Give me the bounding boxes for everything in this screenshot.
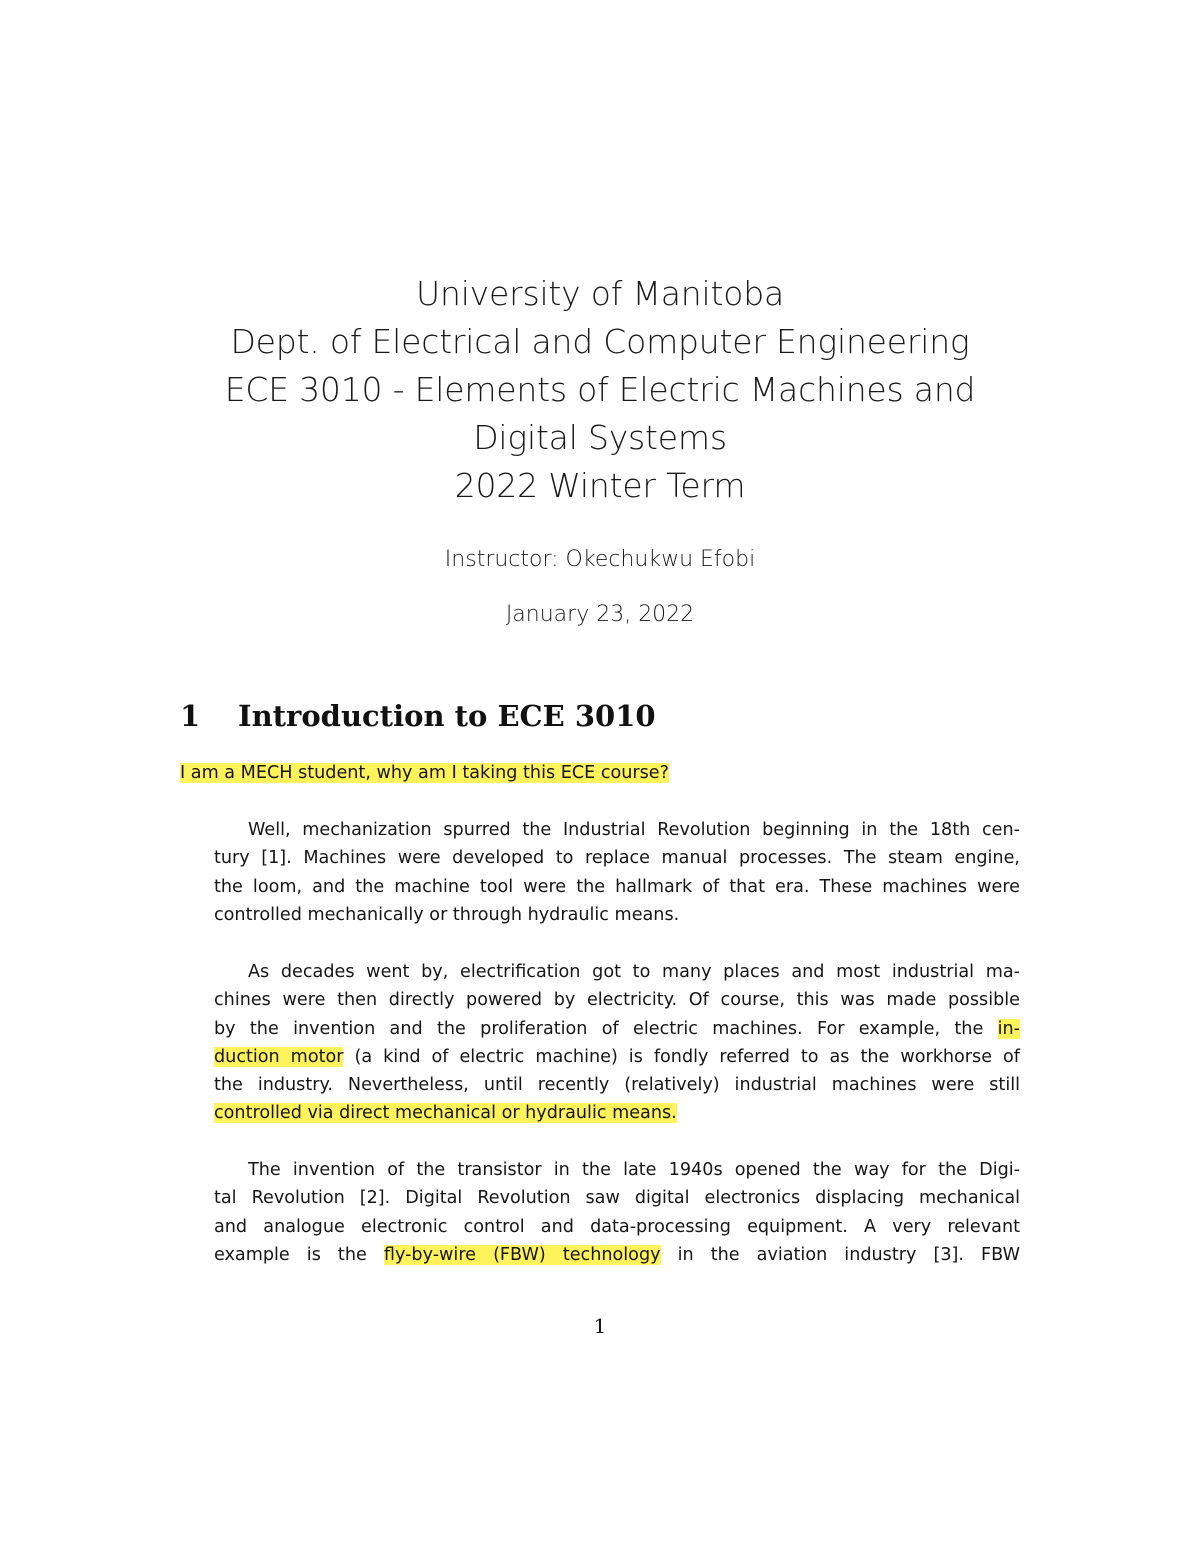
- page-number: 1: [593, 1314, 607, 1338]
- section-number: 1: [180, 699, 201, 733]
- date-line: January 23, 2022: [505, 602, 695, 627]
- title-term: 2022 Winter Term: [454, 466, 746, 505]
- paragraph-2-text: (a kind of electric machine) is fondly referred to as the workhorse of: [343, 1046, 1020, 1067]
- paragraph-3: [180, 1156, 1020, 1269]
- question-line: [180, 759, 1020, 787]
- paragraph-1-line: Well, mechanization spurred the Industrial Revolution beginning in the 18th cen-: [248, 820, 1020, 840]
- title-course-line2: Digital Systems: [473, 418, 727, 457]
- paragraph-2-line: [180, 1043, 1020, 1071]
- paragraph-3-line: [180, 1241, 1020, 1269]
- highlighted-question: I am a MECH student, why am I taking this ECE course?: [180, 763, 669, 783]
- paragraph-2-line: the industry. Nevertheless, until recently (relatively) industrial machines were still: [214, 1075, 1020, 1096]
- paragraph-2: [180, 958, 1020, 1128]
- section-heading: [180, 696, 656, 736]
- paragraph-2-line: chines were then directly powered by electricity. Of course, this was made possible: [214, 990, 1020, 1011]
- paragraph-3-line: and analogue electronic control and data-processing equipment. A very relevant: [214, 1216, 1020, 1237]
- paragraph-1-line: controlled mechanically or through hydraulic means.: [214, 904, 680, 925]
- title-course-line1: ECE 3010 - Elements of Electric Machines and: [224, 370, 976, 409]
- highlight-induction-start: in-: [997, 1018, 1020, 1039]
- title-department: Dept. of Electrical and Computer Engineering: [230, 322, 970, 361]
- paragraph-3-text: in the aviation industry [3]. FBW: [660, 1244, 1021, 1265]
- paragraph-1: [180, 816, 1020, 929]
- paragraph-2-line: As decades went by, electrification got to many places and most industrial ma-: [248, 962, 1020, 982]
- paragraph-1-line: the loom, and the machine tool were the hallmark of that era. These machines were: [214, 876, 1020, 897]
- highlight-induction-end: duction motor: [214, 1046, 344, 1067]
- paragraph-2-line: [180, 1099, 1020, 1127]
- paragraph-3-text: example is the: [214, 1244, 384, 1265]
- paragraph-3-line: tal Revolution [2]. Digital Revolution saw digital electronics displacing mechanical: [214, 1188, 1020, 1209]
- paragraph-3-line: The invention of the transistor in the late 1940s opened the way for the Digi-: [248, 1160, 1020, 1180]
- section-title: Introduction to ECE 3010: [238, 699, 656, 733]
- highlight-fbw: fly-by-wire (FBW) technology: [383, 1244, 661, 1265]
- paragraph-1-line: tury [1]. Machines were developed to replace manual processes. The steam engine,: [214, 848, 1020, 869]
- highlight-controlled-via: controlled via direct mechanical or hydraulic means.: [214, 1103, 677, 1124]
- paragraph-2-line: [180, 1015, 1020, 1043]
- author-line: Instructor: Okechukwu Efobi: [444, 547, 756, 572]
- title-university: University of Manitoba: [416, 274, 784, 313]
- title-block: [150, 270, 1050, 627]
- paragraph-2-text: by the invention and the proliferation of electric machines. For example, the: [214, 1018, 998, 1039]
